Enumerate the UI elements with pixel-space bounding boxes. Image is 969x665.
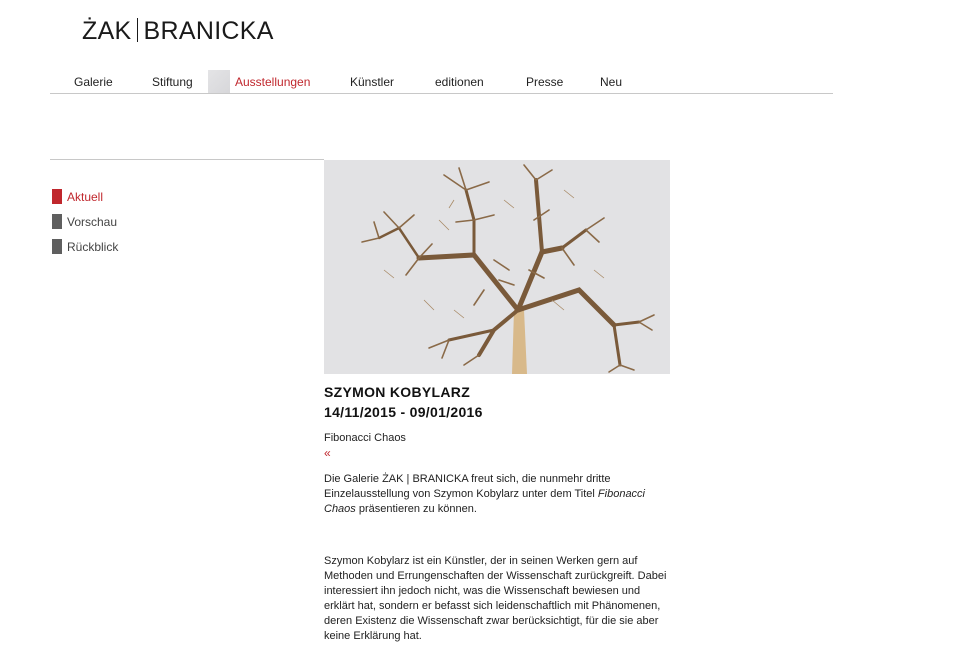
intro-paragraph [324, 472, 669, 517]
sidebar-item-label: Rückblick [67, 240, 119, 254]
nav-item-ausstellungen[interactable]: Ausstellungen [235, 75, 311, 89]
branch-sculpture-image [324, 160, 670, 374]
sidebar-item-label: Vorschau [67, 215, 118, 229]
body-paragraph: Szymon Kobylarz ist ein Künstler, der in seinen Werken gern auf Methoden und Errungenschaften der Wissenschaft zurückgreift. Dabei interessiert ihn jedoch nicht, was die Wissenschaft bewiesen und erklärt hat, sondern er befasst sich leidenschaftlich mit Phänomenen, deren Existenz die Wissenschaft zwar berücksichtigt, für die sie aber keine Erklärung hat. [324, 555, 667, 642]
sidebar-item-label: Aktuell [67, 190, 104, 204]
intro-title-italic: Fibonacci Chaos [324, 488, 645, 515]
sidebar-divider [50, 159, 324, 160]
brand-logo[interactable] [82, 16, 274, 46]
sidebar-marker-icon [52, 189, 62, 204]
nav-active-thumbnail [208, 70, 230, 93]
back-link[interactable]: « [324, 446, 331, 460]
brand-logo-divider [137, 18, 138, 42]
exhibition-dates: 14/11/2015 - 09/01/2016 [324, 404, 483, 420]
nav-item-galerie[interactable]: Galerie [74, 75, 113, 89]
nav-item-neu[interactable]: Neu [600, 75, 623, 89]
main-navigation [50, 70, 833, 94]
nav-item-kuenstler[interactable]: Künstler [350, 75, 395, 89]
nav-item-editionen[interactable]: editionen [435, 75, 484, 89]
nav-item-presse[interactable]: Presse [526, 75, 564, 89]
sidebar-marker-icon [52, 239, 62, 254]
exhibition-image[interactable] [324, 160, 670, 374]
nav-item-stiftung[interactable]: Stiftung [152, 75, 193, 89]
brand-logo-left: ŻAK [82, 17, 132, 45]
exhibition-title: Fibonacci Chaos [324, 432, 406, 444]
intro-text-end: präsentieren zu können. [355, 503, 477, 515]
sidebar-marker-icon [52, 214, 62, 229]
artist-name: SZYMON KOBYLARZ [324, 384, 471, 400]
brand-logo-right: BRANICKA [143, 17, 274, 45]
intro-text: Die Galerie ŻAK | BRANICKA freut sich, die nunmehr dritte Einzelausstellung von Szymon Kobylarz unter dem Titel [324, 473, 611, 500]
